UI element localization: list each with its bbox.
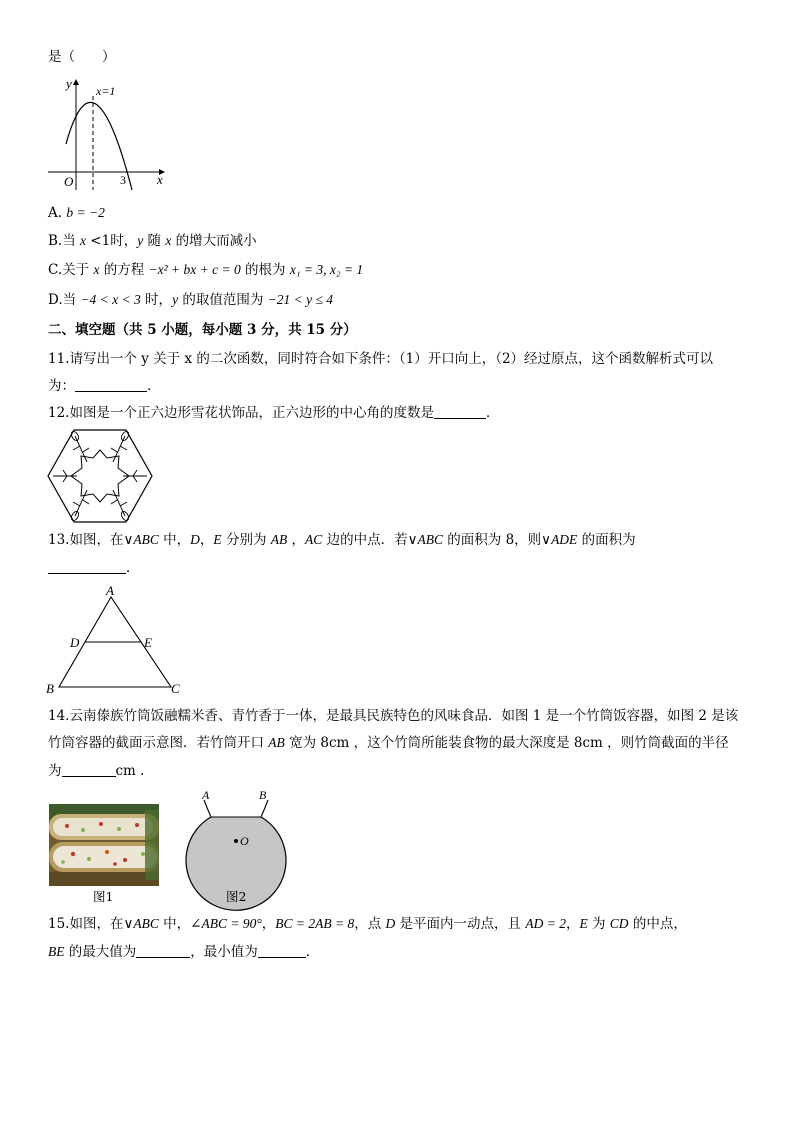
bamboo-rice-photo [49, 804, 159, 886]
section-heading: 二、填空题（共 5 小题，每小题 3 分，共 15 分） [48, 322, 357, 338]
opening-edge-b [261, 800, 268, 817]
caption-figure-1: 图1 [93, 889, 114, 904]
question-lead: 是（ ） [48, 49, 116, 65]
symmetry-label: x=1 [96, 84, 116, 98]
vertex-c-label: C [171, 681, 180, 696]
caption-figure-2: 图2 [226, 889, 247, 904]
q13-line1: 13.如图，在∨ABC 中，D，E 分别为 AB ，AC 边的中点．若∨ABC 的面积为 8，则∨ADE 的面积为 [48, 532, 636, 548]
point-b-label: B [259, 788, 267, 802]
q12-text: 12.如图是一个正六边形雪花状饰品，正六边形的中心角的度数是 ． [48, 405, 500, 421]
answer-blank-max [136, 943, 190, 958]
answer-blank [75, 377, 147, 392]
vertex-a-label: A [106, 583, 114, 598]
q13-line2: ． [48, 558, 140, 578]
center-o-label: O [240, 834, 249, 848]
q14-line2: 竹筒容器的截面示意图．若竹筒开口 AB 宽为 8cm ，这个竹筒所能装食物的最大深度是 8cm ，则竹筒截面的半径 [48, 735, 729, 751]
q15-line1: 15.如图，在∨ABC 中，∠ABC = 90°，BC = 2AB = 8，点 D 是平面内一动点，且 AD = 2，E 为 CD 的中点， [48, 916, 687, 932]
point-d-label: D [70, 635, 80, 650]
q14-line1: 14.云南傣族竹筒饭融糯米香、青竹香于一体，是最具民族特色的风味食品．如图 1 是一个竹筒饭容器，如图 2 是该 [48, 708, 739, 724]
q14-line3: 为 cm . [48, 763, 145, 779]
origin-label: O [64, 174, 74, 189]
x-axis-label: x [157, 172, 163, 187]
triangle-figure [44, 583, 194, 699]
option-a: A. b = −2 [48, 205, 105, 221]
answer-blank [48, 559, 126, 574]
opening-edge-a [204, 800, 211, 817]
answer-blank [62, 762, 116, 777]
q15-line2: BE 的最大值为 ，最小值为 ． [48, 944, 320, 960]
vertex-b-label: B [46, 681, 54, 696]
star-center [71, 450, 129, 502]
option-c: C.关于 x 的方程 −x² + bx + c = 0 的根为 x₁ = 3, x₂ = 1 [48, 262, 364, 278]
answer-blank [434, 404, 486, 419]
option-b: B.当 x <1时，y 随 x 的增大而减小 [48, 233, 257, 249]
option-d: D.当 −4 < x < 3 时，y 的取值范围为 −21 < y ≤ 4 [48, 292, 334, 308]
point-a-label: A [202, 788, 210, 802]
y-axis-label: y [66, 76, 72, 91]
tick-3-label: 3 [120, 173, 126, 187]
snowflake-branches [53, 436, 147, 516]
bamboo-cross-section-figure [186, 788, 286, 892]
q11-line2: 为： ． [48, 378, 161, 394]
answer-blank-min [258, 943, 306, 958]
snowflake-hexagon-figure [47, 428, 153, 524]
parabola-figure [44, 74, 174, 194]
point-e-label: E [144, 635, 152, 650]
center-point [234, 839, 238, 843]
q11-line1: 11.请写出一个 y 关于 x 的二次函数，同时符合如下条件：（1）开口向上，（2）经过原点，这个函数解析式可以 [48, 351, 714, 367]
